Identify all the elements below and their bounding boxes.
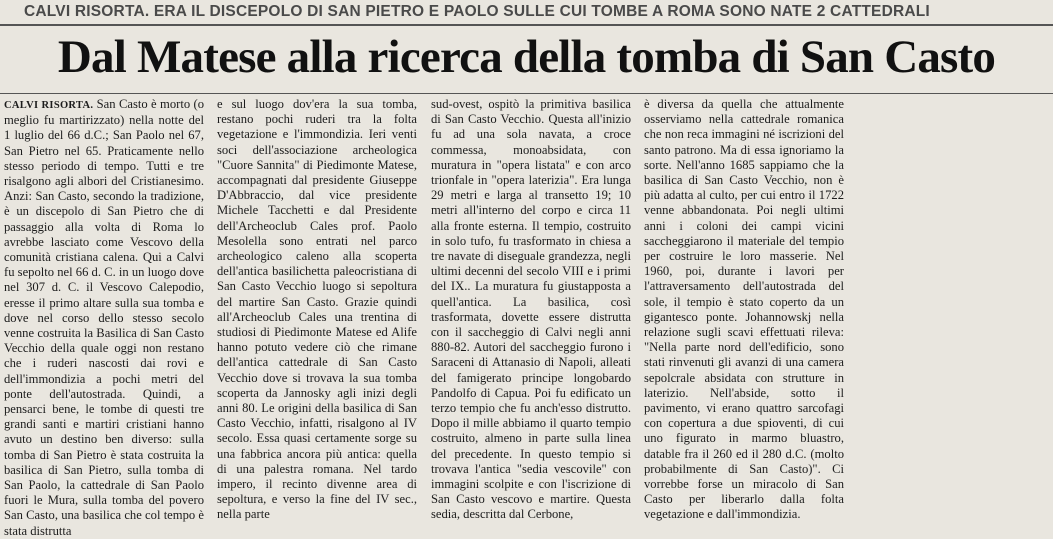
- article-body: [4, 97, 1050, 538]
- article-column-2: [217, 97, 417, 522]
- column-3-text: sud-ovest, ospitò la primitiva basilica di San Casto Vecchio. Questa all'inizio fu ad una sola navata, a croce commessa, monoabsidata, con muratura in "opera listata" e con arco trionfale in "opera laterizia". Era lunga 29 metri e larga al transetto 19; 10 metri all'interno del corpo e circa 11 alla fronte esterna. Il tempio, costruito in solo tufo, fu trasformato in chiesa a tre navate di diseguale grandezza, negli ultimi decenni del secolo VIII e i primi del IX.. La muratura fu giustapposta a quell'antica. La basilica, così trasformata, dovette essere distrutta con il saccheggio di Calvi negli anni 880-82. Autori del saccheggio furono i Saraceni di Attanasio di Napoli, alleati del famigerato principe longobardo Pandolfo di Capua. Poi fu edificato un terzo tempio che fu anch'esso distrutto. Dopo il mille abbiamo il quarto tempio costruito, almeno in parte sulla linea del precedente. In questo tempio si trovava l'antica "sedia vescovile" con immagini scolpite e con l'iscrizione di San Casto vescovo e martire. Questa sedia, descritta dal Cerbone,: [431, 97, 631, 522]
- dateline: CALVI RISORTA.: [4, 100, 94, 111]
- article-column-4: [644, 97, 844, 522]
- headline-divider: [0, 93, 1053, 94]
- kicker-divider: [0, 24, 1053, 26]
- column-4-text: è diversa da quella che attualmente osserviamo nella cattedrale romanica che non reca immagini né iscrizioni del santo patrono. Ma di essa ignoriamo la sorte. Nell'anno 1685 sappiamo che la basilica di San Casto Vecchio, non è più adatta al culto, per cui entro il 1722 venne abbandonata. Poi negli ultimi anni i coloni dei campi vicini saccheggiarono il materiale del tempio per costruire le loro masserie. Nel 1960, poi, durante i lavori per l'attraversamento dell'autostrada del sole, il tempio è stato coperto da un gigantesco ponte. Johannowskj nella relazione sugli scavi effettuati rileva: "Nella parte nord dell'edificio, sono stati rinvenuti gli avanzi di una camera sepolcrale absidata con strutture in laterizio. Nell'abside, sotto il pavimento, vi erano quattro sarcofagi con copertura a due spioventi, di cui uno figurato in marmo bluastro, datable fra il 260 ed il 280 d.C. (molto probabilmente di San Casto)". Ci vorrebbe forse un miracolo di San Casto per liberarlo dalla folta vegetazione e dall'immondizia.: [644, 97, 844, 522]
- article-column-3: [431, 97, 631, 522]
- column-1-text: San Casto è morto (o meglio fu martirizzato) nella notte del 1 luglio del 66 d.C.; San Paolo nel 67, San Pietro nel 65. Praticamente nello stesso periodo di tempo. Tutti e tre risalgono agli albori del Cristianesimo. Anzi: San Casto, secondo la tradizione, è un discepolo di San Pietro che di passaggio alla volta di Roma lo avrebbe lasciato come Vescovo della comunità cristiana calena. Qui a Calvi fu sepolto nel 66 d. C. in un luogo dove nel 307 d. C. il Vescovo Calepodio, eresse il primo altare sulla sua tomba e dove nel corso dello stesso secolo venne costruita la Basilica di San Casto Vecchio della quale oggi non restano che i ruderi nascosti dai rovi e dell'immondizia a pochi metri del ponte dell'autostrada. Quindi, a pensarci bene, le tombe di questi tre grandi santi e martiri cristiani hanno avuto un destino ben diverso: sulla tomba di San Pietro è stata costruita la basilica di San Pietro, sulla tomba di San Paolo, la cattedrale di San Paolo fuori le Mura, sulla tomba del povero San Casto, una basilica che col tempo è stata distrutta: [4, 97, 205, 538]
- article-kicker: CALVI RISORTA. ERA IL DISCEPOLO DI SAN PIETRO E PAOLO SULLE CUI TOMBE A ROMA SONO NATE 2 CATTEDRALI: [24, 3, 930, 20]
- article-headline: Dal Matese alla ricerca della tomba di San Casto: [57, 31, 996, 83]
- column-1-paragraph: [4, 97, 204, 539]
- column-2-text: e sul luogo dov'era la sua tomba, restano pochi ruderi tra la folta vegetazione e l'immondizia. Ieri venti soci dell'associazione archeologica "Cuore Sannita" di Piedimonte Matese, accompagnati dal presidente Giuseppe D'Abbraccio, dal vice presidente Michele Tacchetti e dal Presidente dell'Archeoclub Cales prof. Paolo Mesolella sono entrati nel parco archeologico caleno alla scoperta dell'antica basilichetta paleocristiana di San Casto Vecchio luogo si sepoltura del martire San Casto. Grazie quindi all'Archeoclub Cales una trentina di studiosi di Piedimonte Matese ed Alife hanno potuto vedere ciò che rimane dell'antica cattedrale di San Casto Vecchio dove si trovava la sua tomba scoperta da Jannosky agli inizi degli anni 80. Le origini della basilica di San Casto Vecchio, infatti, risalgono al IV secolo. Essa quasi certamente sorge su una fabbrica ancora più antica: quella di una palestra romana. Nel tardo impero, il recinto divenne area di sepoltura, e verso la fine del IV sec., nella parte: [217, 97, 417, 522]
- article-column-1: [4, 97, 205, 538]
